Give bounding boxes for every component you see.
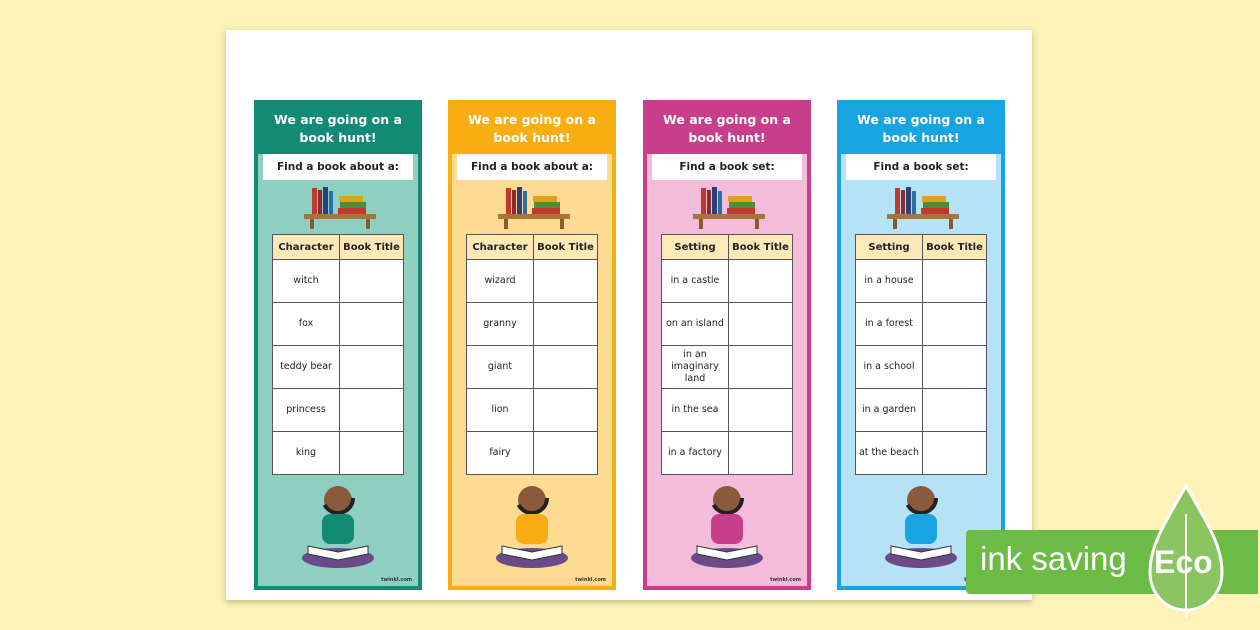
row-label: in a garden (856, 389, 923, 432)
footer-text: twinkl.com (770, 577, 801, 583)
row-label: teddy bear (273, 346, 340, 389)
row-label: at the beach (856, 432, 923, 475)
col1-header: Character (467, 235, 534, 260)
book-title-cell[interactable] (534, 303, 598, 346)
book-hunt-table (855, 234, 987, 475)
bookmark-prompt: Find a book about a: (457, 154, 607, 180)
row-label: wizard (467, 260, 534, 303)
row-label: fox (273, 303, 340, 346)
table-row (273, 260, 404, 303)
book-title-cell[interactable] (534, 260, 598, 303)
bookshelf-icon (841, 180, 1001, 234)
row-label: witch (273, 260, 340, 303)
book-title-cell[interactable] (340, 260, 404, 303)
table-row (856, 260, 987, 303)
child-reading-icon (871, 480, 971, 576)
book-title-cell[interactable] (729, 432, 793, 475)
book-title-cell[interactable] (340, 303, 404, 346)
book-title-cell[interactable] (340, 346, 404, 389)
col2-header: Book Title (340, 235, 404, 260)
row-label: in a forest (856, 303, 923, 346)
table-row (662, 346, 793, 389)
table-row (467, 432, 598, 475)
row-label: in a factory (662, 432, 729, 475)
bookmark-prompt: Find a book set: (846, 154, 996, 180)
worksheet-page (226, 30, 1032, 600)
col1-header: Character (273, 235, 340, 260)
book-title-cell[interactable] (534, 389, 598, 432)
bookshelf-icon (647, 180, 807, 234)
child-reading-icon (677, 480, 777, 576)
bookmark (643, 100, 811, 590)
bookmark-title: We are going on a book hunt! (258, 104, 418, 154)
row-label: lion (467, 389, 534, 432)
bookmark (448, 100, 616, 590)
book-title-cell[interactable] (729, 346, 793, 389)
child-reading-icon (288, 480, 388, 576)
row-label: granny (467, 303, 534, 346)
col2-header: Book Title (923, 235, 987, 260)
table-row (856, 432, 987, 475)
bookmark-title: We are going on a book hunt! (647, 104, 807, 154)
row-label: in an imaginary land (662, 346, 729, 389)
table-row (662, 303, 793, 346)
book-title-cell[interactable] (923, 432, 987, 475)
footer-text: twinkl.com (575, 577, 606, 583)
table-row (662, 389, 793, 432)
book-title-cell[interactable] (340, 432, 404, 475)
table-row (273, 389, 404, 432)
table-row (856, 389, 987, 432)
book-title-cell[interactable] (729, 260, 793, 303)
table-row (467, 346, 598, 389)
book-title-cell[interactable] (534, 346, 598, 389)
row-label: in a castle (662, 260, 729, 303)
child-reading-icon (482, 480, 582, 576)
bookmark (254, 100, 422, 590)
col2-header: Book Title (729, 235, 793, 260)
table-row (467, 303, 598, 346)
bookmark-prompt: Find a book about a: (263, 154, 413, 180)
bookmark-title: We are going on a book hunt! (841, 104, 1001, 154)
book-title-cell[interactable] (923, 346, 987, 389)
bookmark-title: We are going on a book hunt! (452, 104, 612, 154)
bookmark-prompt: Find a book set: (652, 154, 802, 180)
book-title-cell[interactable] (534, 432, 598, 475)
col2-header: Book Title (534, 235, 598, 260)
table-row (856, 303, 987, 346)
row-label: in a house (856, 260, 923, 303)
row-label: on an island (662, 303, 729, 346)
table-row (662, 432, 793, 475)
bookshelf-icon (452, 180, 612, 234)
eco-label: Eco (1154, 544, 1213, 580)
book-title-cell[interactable] (923, 389, 987, 432)
row-label: fairy (467, 432, 534, 475)
row-label: in a school (856, 346, 923, 389)
row-label: in the sea (662, 389, 729, 432)
book-title-cell[interactable] (923, 260, 987, 303)
row-label: princess (273, 389, 340, 432)
table-row (467, 389, 598, 432)
table-row (273, 346, 404, 389)
bookshelf-icon (258, 180, 418, 234)
footer-text: twinkl.com (381, 577, 412, 583)
col1-header: Setting (662, 235, 729, 260)
table-row (467, 260, 598, 303)
table-row (856, 346, 987, 389)
book-hunt-table (661, 234, 793, 475)
book-hunt-table (466, 234, 598, 475)
book-title-cell[interactable] (923, 303, 987, 346)
book-title-cell[interactable] (729, 303, 793, 346)
row-label: king (273, 432, 340, 475)
book-title-cell[interactable] (729, 389, 793, 432)
table-row (273, 432, 404, 475)
table-row (273, 303, 404, 346)
eco-badge (966, 484, 1258, 624)
table-row (662, 260, 793, 303)
book-title-cell[interactable] (340, 389, 404, 432)
row-label: giant (467, 346, 534, 389)
book-hunt-table (272, 234, 404, 475)
ink-saving-text: ink saving (980, 540, 1127, 577)
col1-header: Setting (856, 235, 923, 260)
